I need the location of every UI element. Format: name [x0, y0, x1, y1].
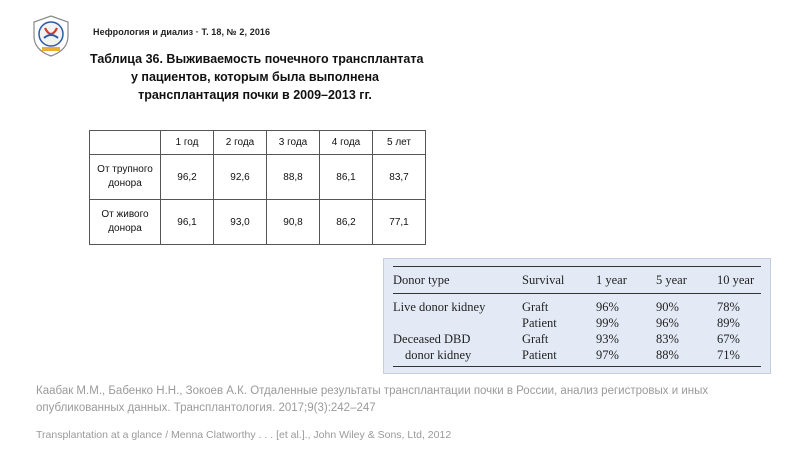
- table-cell: 90,8: [267, 200, 320, 245]
- table-cell: Graft: [522, 332, 549, 346]
- table-rule-bottom: [393, 366, 761, 367]
- table-header-cell: 4 года: [320, 131, 373, 155]
- survival-table-ru: [89, 130, 426, 245]
- table-header-cell: Donor type: [393, 273, 450, 287]
- table-header-cell: 5 лет: [373, 131, 426, 155]
- table-cell: 78%: [717, 300, 740, 314]
- table-header-cell: 10 year: [717, 273, 755, 287]
- table-cell: 90%: [656, 300, 679, 314]
- table-cell: 83%: [656, 332, 679, 346]
- survival-table-en: [383, 258, 771, 374]
- row-label-line: донора: [108, 223, 142, 234]
- table-header-cell: 1 year: [596, 273, 627, 287]
- table-cell: Patient: [522, 316, 557, 330]
- row-label: [90, 155, 161, 200]
- table-cell: 88,8: [267, 155, 320, 200]
- table-title: [90, 50, 424, 104]
- table-header-cell: [90, 131, 161, 155]
- row-label-line: донора: [108, 178, 142, 189]
- citation-ru: Каабак М.М., Бабенко Н.Н., Зокоев А.К. Отдаленные результаты трансплантации почки в России, анализ регистровых и иных опубликованных данных. Трансплантология. 2017;9(3):242–247: [36, 385, 709, 414]
- table-cell: Live donor kidney: [393, 300, 486, 314]
- row-label-line: От трупного: [97, 164, 153, 175]
- table-cell: 88%: [656, 348, 679, 362]
- table-row: [90, 200, 426, 245]
- table-header-cell: 1 год: [161, 131, 214, 155]
- journal-header: Нефрология и диализ · Т. 18, № 2, 2016: [93, 27, 271, 37]
- table-cell: 77,1: [373, 200, 426, 245]
- table-header-cell: 2 года: [214, 131, 267, 155]
- table-cell: 67%: [717, 332, 740, 346]
- table-title-line: Таблица 36. Выживаемость почечного трансплантата: [90, 52, 424, 66]
- table-header-row: [90, 131, 426, 155]
- table-cell: 97%: [596, 348, 619, 362]
- table-cell: donor kidney: [405, 348, 472, 362]
- table-rule-top: [393, 266, 761, 267]
- row-label-line: От живого: [101, 209, 149, 220]
- table-cell: Patient: [522, 348, 557, 362]
- table-cell: 93%: [596, 332, 619, 346]
- table-cell: Graft: [522, 300, 549, 314]
- table-title-line: трансплантация почки в 2009–2013 гг.: [138, 88, 372, 102]
- table-cell: 86,1: [320, 155, 373, 200]
- table-cell: 99%: [596, 316, 619, 330]
- table-header-cell: 3 года: [267, 131, 320, 155]
- table-header-cell: Survival: [522, 273, 565, 287]
- journal-logo-icon: [30, 14, 72, 58]
- table-cell: 71%: [717, 348, 740, 362]
- table-cell: 96%: [596, 300, 619, 314]
- table-rule-mid: [393, 293, 761, 294]
- row-label: [90, 200, 161, 245]
- citation-en: Transplantation at a glance / Menna Clatworthy . . . [et al.]., John Wiley & Sons, Ltd, 2012: [36, 429, 452, 441]
- table-cell: 89%: [717, 316, 740, 330]
- table-cell: 96,2: [161, 155, 214, 200]
- table-cell: 96%: [656, 316, 679, 330]
- table-title-line: у пациентов, которым была выполнена: [131, 70, 379, 84]
- table-cell: Deceased DBD: [393, 332, 471, 346]
- table-cell: 93,0: [214, 200, 267, 245]
- table-header-cell: 5 year: [656, 273, 687, 287]
- table-cell: 96,1: [161, 200, 214, 245]
- table-cell: 83,7: [373, 155, 426, 200]
- table-row: [90, 155, 426, 200]
- table-cell: 92,6: [214, 155, 267, 200]
- table-cell: 86,2: [320, 200, 373, 245]
